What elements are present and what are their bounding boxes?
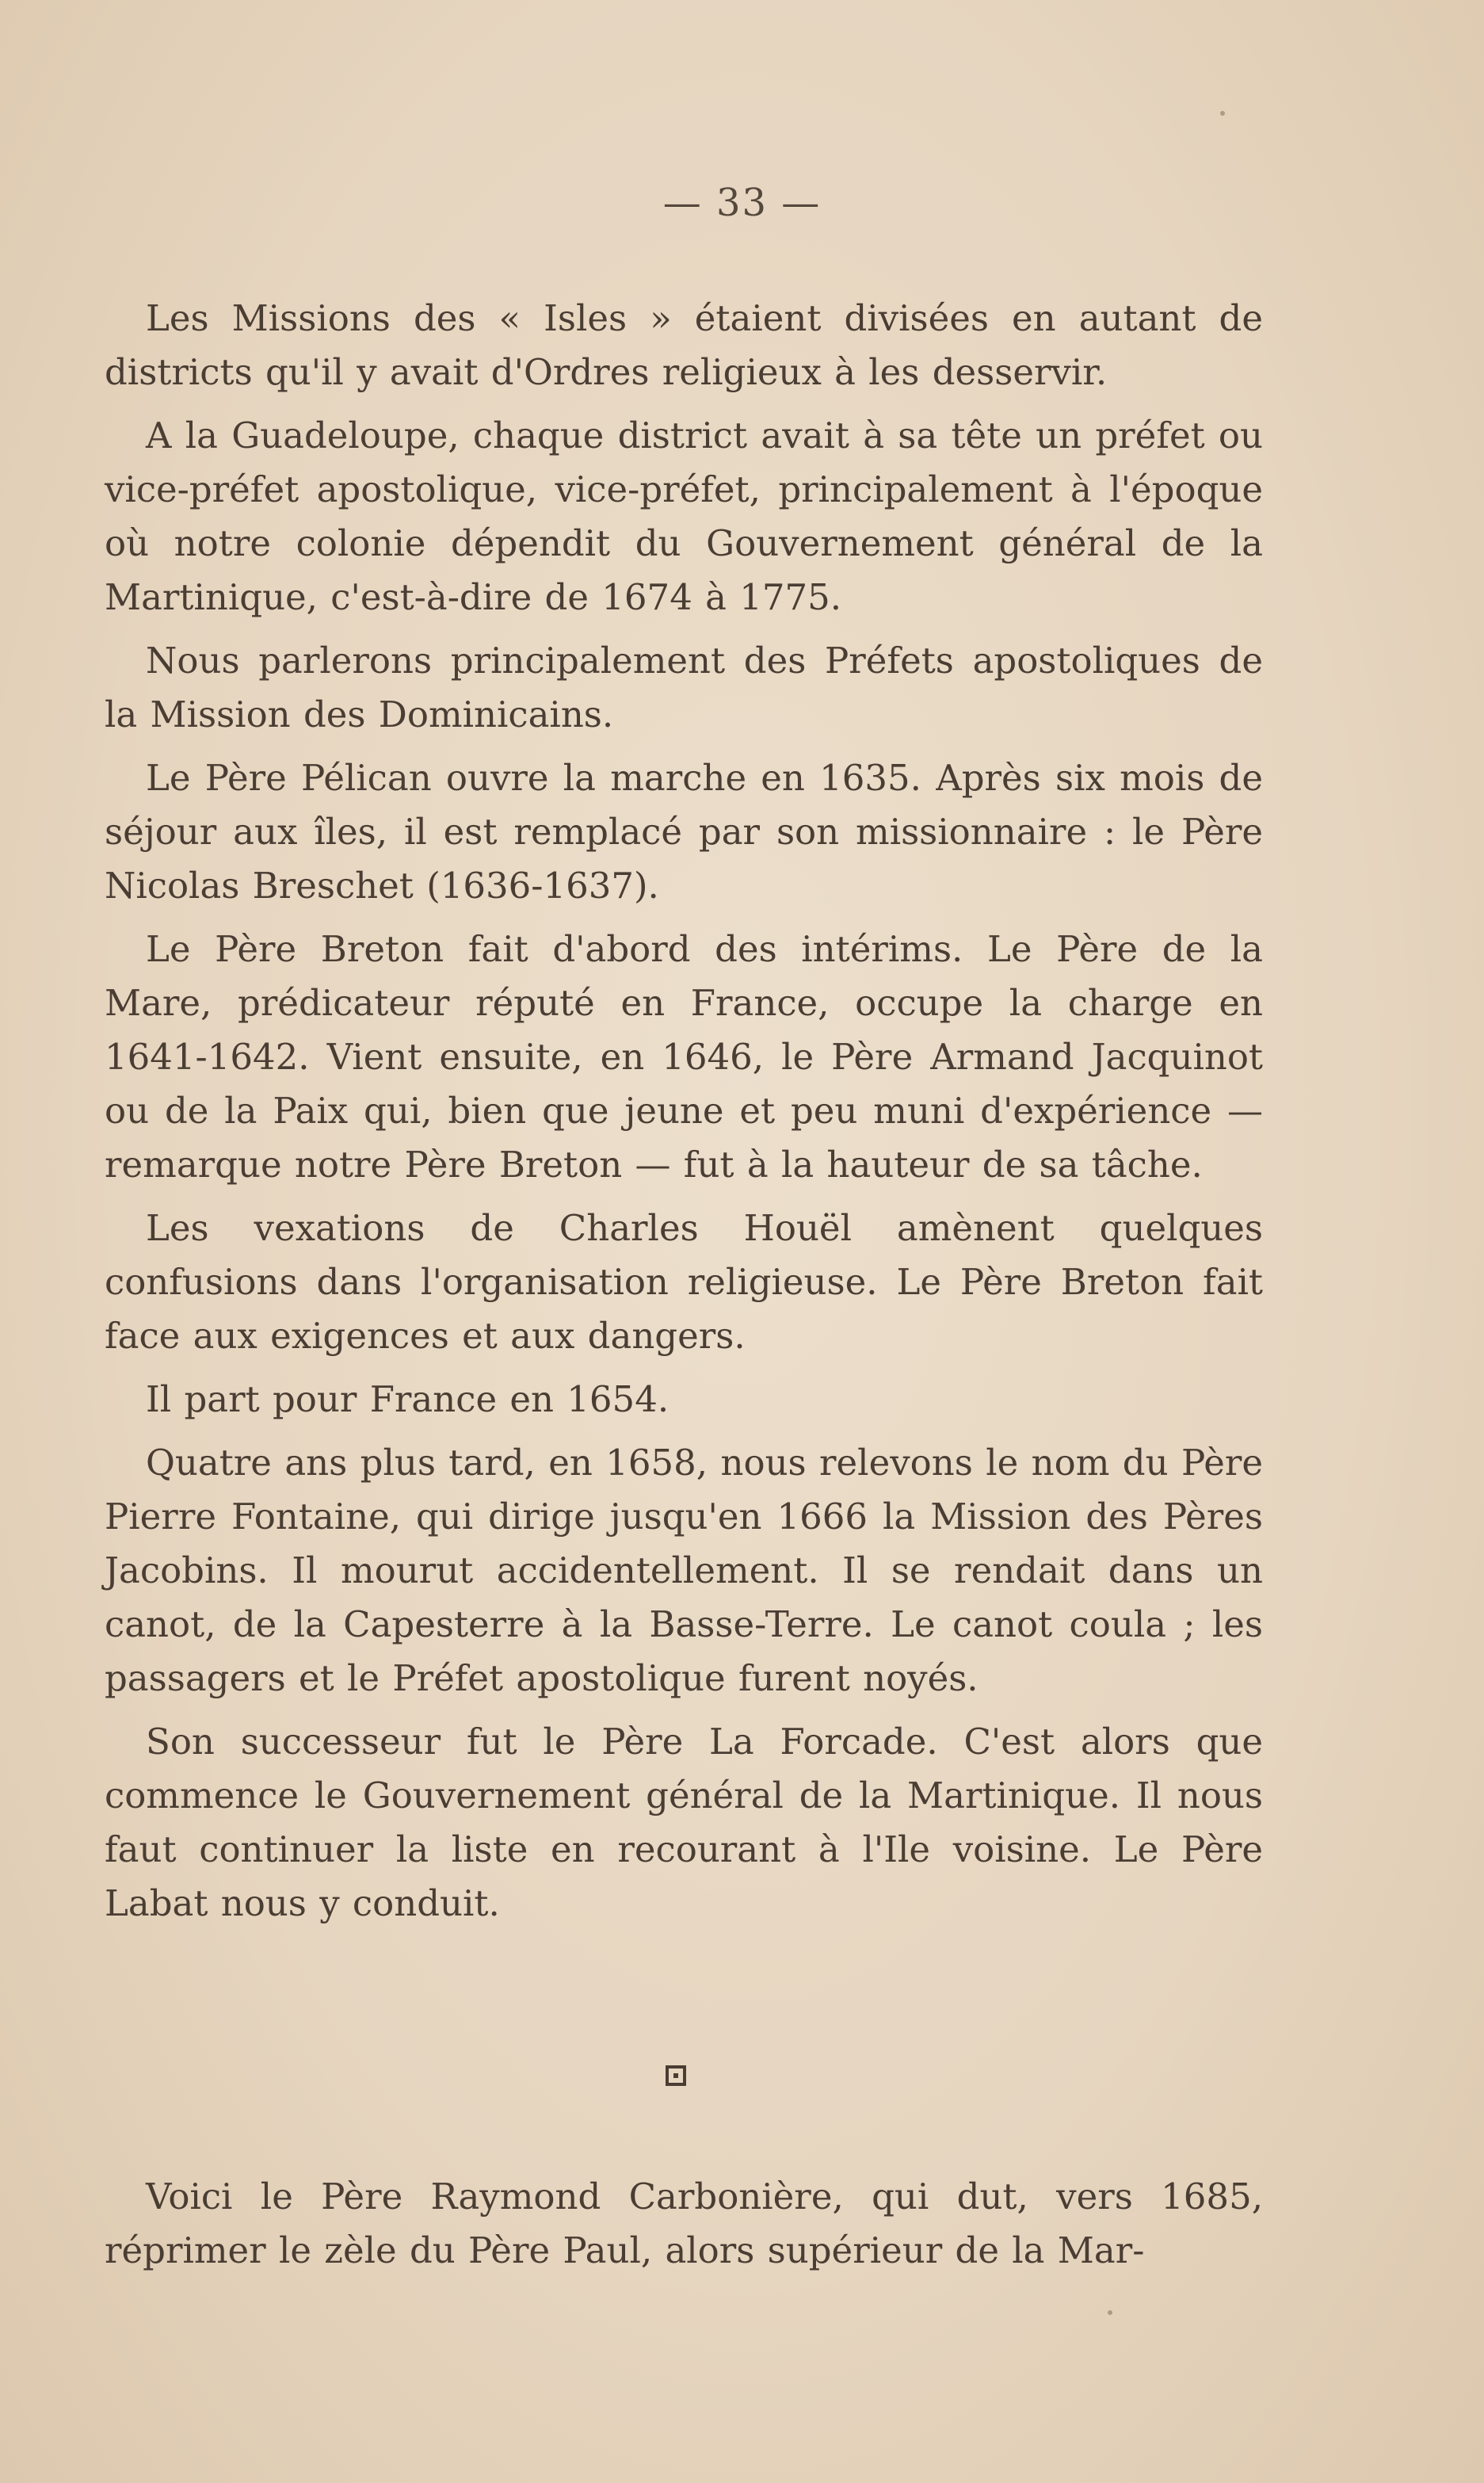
paragraph: A la Guadeloupe, chaque district avait à sa tête un préfet ou vice-préfet apostolique, vice-préfet, principalement à l'époque où notre colonie dépendit du Gouvernement général de la Martinique, c'est-à-dire de 1674 à 1775. — [105, 414, 1263, 618]
paper-speck — [1220, 111, 1225, 116]
main-text — [105, 292, 1263, 1940]
paragraph: Voici le Père Raymond Carbonière, qui dut, vers 1685, réprimer le zèle du Père Paul, alors supérieur de la Mar- — [105, 2175, 1263, 2271]
paragraph: Il part pour France en 1654. — [146, 1378, 670, 1420]
paragraph: Le Père Pélican ouvre la marche en 1635. Après six mois de séjour aux îles, il est remplacé par son missionnaire : le Père Nicolas Breschet (1636-1637). — [105, 757, 1263, 907]
paragraph: Son successeur fut le Père La Forcade. C'est alors que commence le Gouvernement général de la Martinique. Il nous faut continuer la liste en recourant à l'Ile voisine. Le Père Labat nous y conduit. — [105, 1721, 1263, 1924]
paper-speck — [1108, 2310, 1112, 2315]
paragraph: Les Missions des « Isles » étaient divisées en autant de districts qu'il y avait d'Ordres religieux à les desservir. — [105, 297, 1263, 393]
page-number: — 33 — — [662, 181, 822, 225]
paragraph: Quatre ans plus tard, en 1658, nous relevons le nom du Père Pierre Fontaine, qui dirige jusqu'en 1666 la Mission des Pères Jacobins. Il mourut accidentellement. Il se rendait dans un canot, de la Capesterre à la Basse-Terre. Le canot coula ; les passagers et le Préfet apostolique furent noyés. — [105, 1442, 1263, 1699]
paragraph: Nous parlerons principalement des Préfets apostoliques de la Mission des Dominicains. — [105, 640, 1263, 735]
paragraph: Les vexations de Charles Houël amènent quelques confusions dans l'organisation religieuse. Le Père Breton fait face aux exigences et aux dangers. — [105, 1207, 1263, 1357]
continued-text — [105, 2170, 1263, 2287]
section-divider-icon — [666, 2065, 686, 2086]
paragraph: Le Père Breton fait d'abord des intérims. Le Père de la Mare, prédicateur réputé en France, occupe la charge en 1641-1642. Vient ensuite, en 1646, le Père Armand Jacquinot ou de la Paix qui, bien que jeune et peu muni d'expérience — remarque notre Père Breton — fut à la hauteur de sa tâche. — [105, 928, 1263, 1186]
